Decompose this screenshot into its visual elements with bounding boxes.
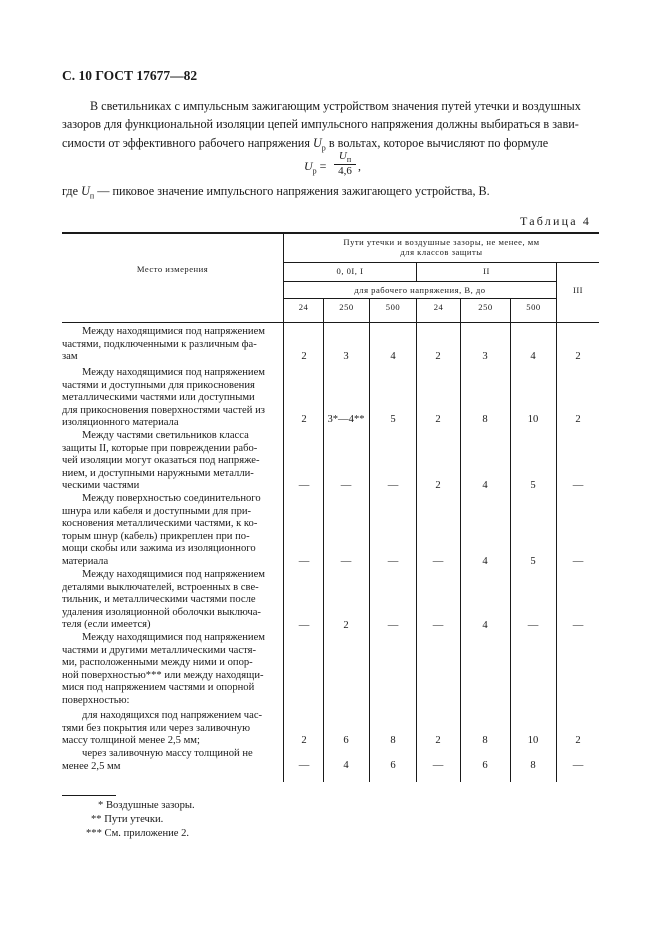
formula-numerator-sub: п bbox=[346, 155, 352, 165]
table-cell: 4 bbox=[530, 351, 536, 362]
table-cell: — bbox=[432, 760, 444, 771]
table-row bbox=[62, 748, 280, 773]
table-vline-place bbox=[283, 232, 284, 782]
table-cell: 2 bbox=[301, 735, 307, 746]
where-b: — пиковое значение импульсного напряжения зажигающего устройства, В. bbox=[97, 184, 490, 198]
table-row bbox=[62, 430, 280, 493]
row-6-line-6: поверхностью: bbox=[62, 694, 130, 706]
row-4-line-2: шнура или кабеля и доступными для при- bbox=[62, 505, 252, 517]
row-4-line-6: материала bbox=[62, 555, 109, 567]
class-header-2: II bbox=[483, 266, 490, 276]
table-vline-3 bbox=[416, 298, 417, 782]
table-cell: — bbox=[298, 480, 310, 491]
table-row bbox=[62, 632, 280, 707]
row-5-line-1: Между находящимися под напряжением bbox=[82, 569, 265, 580]
row-4-line-3: косновения металлическими частями, к ко- bbox=[62, 518, 258, 529]
intro-symbol: U bbox=[312, 135, 322, 150]
voltage-24-a: 24 bbox=[298, 302, 309, 312]
table-cell: — bbox=[298, 760, 310, 771]
table-cell: 8 bbox=[482, 735, 488, 746]
where-line bbox=[62, 184, 490, 200]
table-cell: — bbox=[572, 480, 584, 491]
table-cell: 3*—4** bbox=[327, 414, 365, 425]
table-cell: 2 bbox=[575, 414, 581, 425]
voltage-250-b: 250 bbox=[478, 302, 493, 312]
row-4-line-5: мощи скобы или зажима из изоляционного bbox=[62, 543, 256, 554]
row-5-line-5: теля (если имеется) bbox=[62, 619, 151, 630]
table-vline-4 bbox=[460, 298, 461, 782]
row-1-line-1: Между находящимися под напряжением bbox=[82, 326, 265, 337]
table-cell: 4 bbox=[390, 351, 396, 362]
table-row bbox=[62, 569, 280, 632]
table-cell: 8 bbox=[482, 414, 488, 425]
table-cell: — bbox=[387, 480, 399, 491]
table-cell: — bbox=[432, 620, 444, 631]
row-2-line-4: для прикосновения поверхностями частей из bbox=[62, 404, 265, 416]
table-header-bottom-rule bbox=[62, 322, 599, 323]
row-7-line-1: для находящихся под напряжением час- bbox=[82, 710, 263, 721]
table-row bbox=[62, 493, 280, 568]
row-2-line-2: частями и доступными для прикосновения bbox=[62, 379, 255, 391]
where-a: где bbox=[62, 184, 79, 198]
row-3-line-4: нием, и доступными наружными металли- bbox=[62, 467, 254, 479]
row-3-line-2: защиты II, которые при повреждении рабо- bbox=[62, 442, 258, 454]
table-cell: 6 bbox=[343, 735, 349, 746]
table-cell: 5 bbox=[530, 556, 536, 567]
footnote-1: * Воздушные зазоры. bbox=[98, 800, 195, 811]
voltage-500-b: 500 bbox=[526, 302, 541, 312]
row-3-line-3: чей изоляции могут оказаться под напряже- bbox=[62, 455, 260, 466]
formula-numerator: U bbox=[338, 150, 347, 162]
formula-fraction bbox=[334, 150, 356, 177]
voltage-250-a: 250 bbox=[339, 302, 354, 312]
intro-line-3a: симости от эффективного рабочего напряжения bbox=[62, 135, 310, 150]
where-symbol: U bbox=[81, 184, 90, 198]
table-cell: — bbox=[572, 556, 584, 567]
row-5-line-3: тильник, и металлическими частями после bbox=[62, 594, 256, 605]
row-7-line-2: тями без покрытия или через заливочную bbox=[62, 722, 251, 734]
table-cell: 3 bbox=[343, 351, 349, 362]
formula-lhs: U bbox=[304, 159, 313, 173]
table-cell: — bbox=[340, 556, 352, 567]
table-cell: — bbox=[387, 620, 399, 631]
voltage-500-a: 500 bbox=[385, 302, 401, 312]
table-row bbox=[62, 326, 280, 364]
table-cell: 2 bbox=[343, 620, 349, 631]
table-cell: — bbox=[387, 556, 399, 567]
table-top-rule bbox=[62, 232, 599, 234]
row-2-line-1: Между находящимися под напряжением bbox=[82, 367, 265, 378]
formula-denominator: 4,6 bbox=[338, 165, 352, 178]
footnote-3: *** См. приложение 2. bbox=[86, 828, 190, 839]
table-vline-1 bbox=[323, 298, 324, 782]
voltage-header: для рабочего напряжения, В, до bbox=[354, 285, 486, 295]
table-cell: 6 bbox=[390, 760, 396, 771]
row-4-line-4: торым шнур (кабель) прикреплен при по- bbox=[62, 530, 250, 542]
intro-paragraph bbox=[62, 97, 598, 157]
table-cell: 2 bbox=[435, 735, 441, 746]
class-header-3: III bbox=[572, 285, 584, 295]
table-cell: 3 bbox=[482, 351, 488, 362]
table-cell: 2 bbox=[435, 414, 441, 425]
table-cell: — bbox=[340, 480, 352, 491]
table-cell: 2 bbox=[301, 414, 307, 425]
footnote-2: ** Пути утечки. bbox=[91, 814, 164, 825]
table-cell: 2 bbox=[301, 351, 307, 362]
row-4-line-1: Между поверхностью соединительного bbox=[82, 493, 261, 504]
table-cell: — bbox=[432, 556, 444, 567]
row-2-line-3: металлическими частями или доступными bbox=[62, 392, 255, 403]
header-top-line-2: для классов защиты bbox=[400, 247, 483, 257]
row-5-line-2: деталями выключателей, встроенных в све- bbox=[62, 581, 259, 593]
table-hline-classes bbox=[283, 262, 599, 263]
header-top-line-1: Пути утечки и воздушные зазоры, не менее, мм bbox=[343, 237, 540, 247]
row-1-line-3: зам bbox=[62, 351, 78, 362]
table-cell: — bbox=[572, 760, 584, 771]
intro-line-2: зазоров для функциональной изоляции цепей импульсного напряжения должны выбираться в зави- bbox=[62, 117, 579, 132]
row-1-line-2: частями, подключенными к различным фа- bbox=[62, 338, 257, 350]
col-header-place: Место измерения bbox=[136, 264, 209, 274]
table-cell: — bbox=[572, 620, 584, 631]
row-8-line-2: менее 2,5 мм bbox=[62, 760, 121, 772]
table-cell: — bbox=[527, 620, 539, 631]
table-row bbox=[62, 367, 280, 430]
table-hline-voltage bbox=[283, 281, 556, 282]
row-8-line-1: через заливочную массу толщиной не bbox=[82, 748, 253, 759]
table-cell: 2 bbox=[575, 351, 581, 362]
intro-line-3b: в вольтах, которое вычисляют по формуле bbox=[328, 135, 549, 150]
row-7-line-3: массу толщиной менее 2,5 мм; bbox=[62, 735, 200, 746]
table-vline-5 bbox=[510, 298, 511, 782]
row-3-line-5: ческими частями bbox=[62, 480, 140, 491]
intro-symbol-sub: р bbox=[321, 143, 326, 153]
table-vline-2 bbox=[369, 298, 370, 782]
table-cell: 2 bbox=[435, 351, 441, 362]
intro-line-1: В светильниках с импульсным зажигающим устройством значения путей утечки и воздушных bbox=[90, 99, 581, 113]
page-header: С. 10 ГОСТ 17677—82 bbox=[62, 68, 198, 83]
where-symbol-sub: п bbox=[89, 191, 95, 201]
class-header-1: 0, 0I, I bbox=[336, 266, 364, 276]
table-cell: 10 bbox=[527, 414, 539, 425]
formula-eq: = bbox=[319, 159, 327, 173]
table-cell: 8 bbox=[390, 735, 396, 746]
table-row bbox=[62, 710, 280, 748]
table-cell: 2 bbox=[435, 480, 441, 491]
footnote-rule bbox=[62, 795, 116, 796]
table-cell: — bbox=[298, 556, 310, 567]
row-6-line-3: ми, расположенными между ними и опор- bbox=[62, 657, 253, 668]
table-cell: 4 bbox=[482, 556, 488, 567]
table-cell: 10 bbox=[527, 735, 539, 746]
row-6-line-2: частями и другими металлическими частя- bbox=[62, 644, 256, 656]
table-vline-class3 bbox=[556, 262, 557, 782]
table-cell: 2 bbox=[575, 735, 581, 746]
row-6-line-4: ной поверхностью*** или между находящи- bbox=[62, 669, 264, 681]
table-cell: 5 bbox=[390, 414, 396, 425]
row-5-line-4: удаления изоляционной оболочки выключа- bbox=[62, 606, 261, 618]
formula-tail: , bbox=[358, 159, 361, 173]
table-cell: 4 bbox=[343, 760, 349, 771]
table-cell: 6 bbox=[482, 760, 488, 771]
row-2-line-5: изоляционного материала bbox=[62, 417, 179, 428]
row-6-line-5: мися под напряжением частями и опорной bbox=[62, 682, 255, 693]
row-3-line-1: Между частями светильников класса bbox=[82, 430, 249, 441]
formula-lhs-sub: р bbox=[312, 166, 317, 176]
table-cell: 4 bbox=[482, 620, 488, 631]
row-6-line-1: Между находящимися под напряжением bbox=[82, 632, 265, 643]
table-cell: 5 bbox=[530, 480, 536, 491]
table-caption: Таблица 4 bbox=[520, 214, 592, 228]
table-cell: 4 bbox=[482, 480, 488, 491]
voltage-24-b: 24 bbox=[433, 302, 444, 312]
table-cell: — bbox=[298, 620, 310, 631]
table-cell: 8 bbox=[530, 760, 536, 771]
